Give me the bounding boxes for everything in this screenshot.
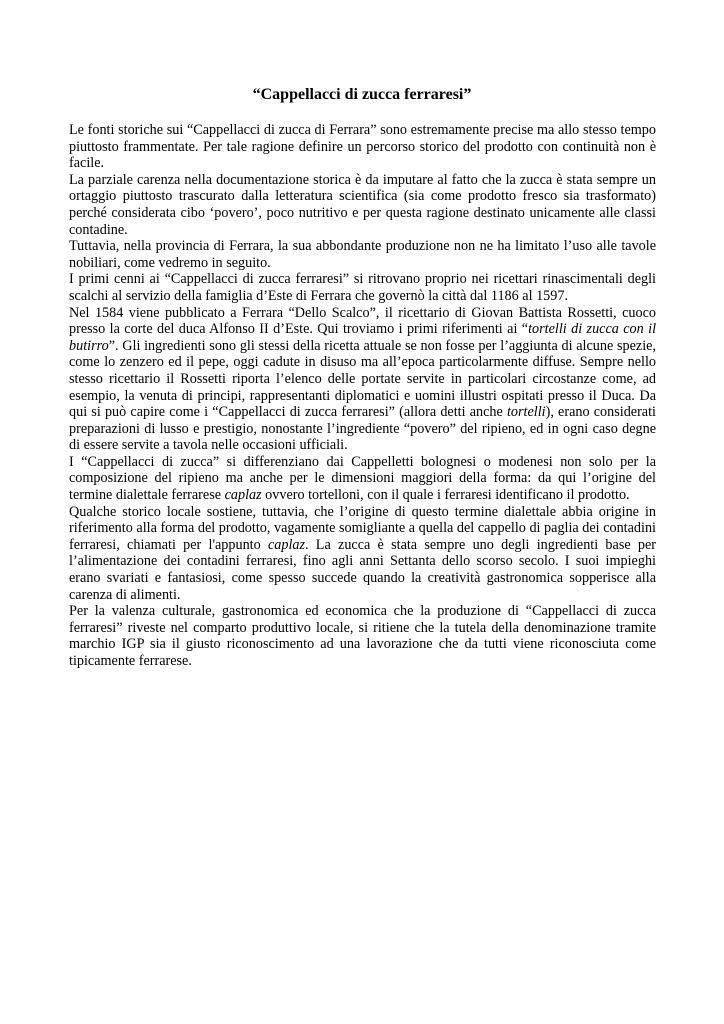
text-segment: La parziale carenza nella documentazione storica è da imputare al fatto che la zucca è stata sempre un ortaggio piuttosto trascurato dalla letteratura scientifica (sia come prodotto fresco sia trasformato) perché considerata cibo ‘povero’, poco nutritivo e per questa ragione destinato unicamente alle classi contadine. — [69, 171, 656, 238]
italic-text-segment: caplaz — [224, 487, 262, 504]
document-paragraph — [69, 172, 656, 238]
text-segment: Le fonti storiche sui “Cappellacci di zucca di Ferrara” sono estremamente precise ma allo stesso tempo piuttosto frammentate. Per tale ragione definire un percorso storico del prodotto con continuità non è facile. — [69, 122, 656, 172]
document-paragraph — [69, 603, 656, 669]
text-segment: I primi cenni ai “Cappellacci di zucca ferraresi” si ritrovano proprio nei ricettari rinascimentali degli scalchi al servizio della famiglia d’Este di Ferrara che governò la città dal 1186 al 1597. — [69, 271, 656, 304]
document-body — [69, 122, 656, 670]
italic-text-segment: tortelli — [506, 404, 546, 421]
document-title: “Cappellacci di zucca ferraresi” — [252, 86, 472, 103]
text-segment: Qualche storico locale sostiene, tuttavia, che l’origine di questo termine dialettale abbia origine in riferimento alla forma del prodotto, vagamente somigliante a quella del cappello di paglia dei contadini ferraresi, chiamati per l'appunto — [69, 503, 656, 553]
text-segment: Nel 1584 viene pubblicato a Ferrara “Dello Scalco”, il ricettario di Giovan Battista Rossetti, cuoco presso la corte del duca Alfonso II d’Este. Qui troviamo i primi riferimenti ai “ — [69, 304, 656, 338]
document-paragraph — [69, 238, 656, 271]
text-segment: . La zucca è stata sempre uno degli ingredienti base per l’alimentazione dei contadini ferraresi, fino agli anni Settanta dello scorso secolo. I suoi impieghi erano svariati e fantasiosi, come spesso succede quando la creatività gastronomica sopperisce alla carenza di alimenti. — [69, 536, 656, 603]
document-paragraph — [69, 305, 656, 454]
italic-text-segment: caplaz — [267, 536, 306, 553]
text-segment: ), erano considerati preparazioni di lusso e prestigio, nonostante l’ingrediente “povero” del ripieno, ed in ogni caso degne di essere servite a tavola nelle occasioni ufficiali. — [69, 404, 656, 454]
document-paragraph — [69, 504, 656, 604]
text-segment: Per la valenza culturale, gastronomica ed economica che la produzione di “Cappellacci di zucca ferraresi” riveste nel comparto produttivo locale, si ritiene che la tutela della denominazione tramite marchio IGP sia il giusto riconoscimento ad una lavorazione che da tutti viene riconosciuta come tipicamente ferrarese. — [69, 603, 656, 669]
text-segment: ”. Gli ingredienti sono gli stessi della ricetta attuale se non fosse per l’aggiunta di alcune spezie, come lo zenzero ed il pepe, oggi cadute in disuso ma all’epoca particolarmente diffuse. Sempre nello stesso ricettario il Rossetti riporta l’elenco delle portate servite in particolari circostanze come, ad esempio, la venuta di principi, rappresentanti diplomatici e uomini illustri ospitati presso il Duca. Da qui si può capire come i “Cappellacci di zucca ferraresi” (allora detti anche — [69, 337, 656, 421]
document-paragraph — [69, 271, 656, 304]
document-paragraph — [69, 122, 656, 172]
text-segment: I “Cappellacci di zucca” si differenziano dai Cappelletti bolognesi o modenesi non solo per la composizione del ripieno ma anche per le dimensioni maggiori della forma: da qui l’origine del termine dialettale ferrarese — [69, 453, 656, 504]
italic-text-segment: tortelli di zucca con il butirro — [69, 321, 657, 354]
text-segment: ovvero tortelloni, con il quale i ferraresi identificano il prodotto. — [261, 487, 630, 504]
document-paragraph — [69, 454, 656, 504]
text-segment: Tuttavia, nella provincia di Ferrara, la sua abbondante produzione non ne ha limitato l’uso alle tavole nobiliari, come vedremo in seguito. — [69, 238, 656, 271]
